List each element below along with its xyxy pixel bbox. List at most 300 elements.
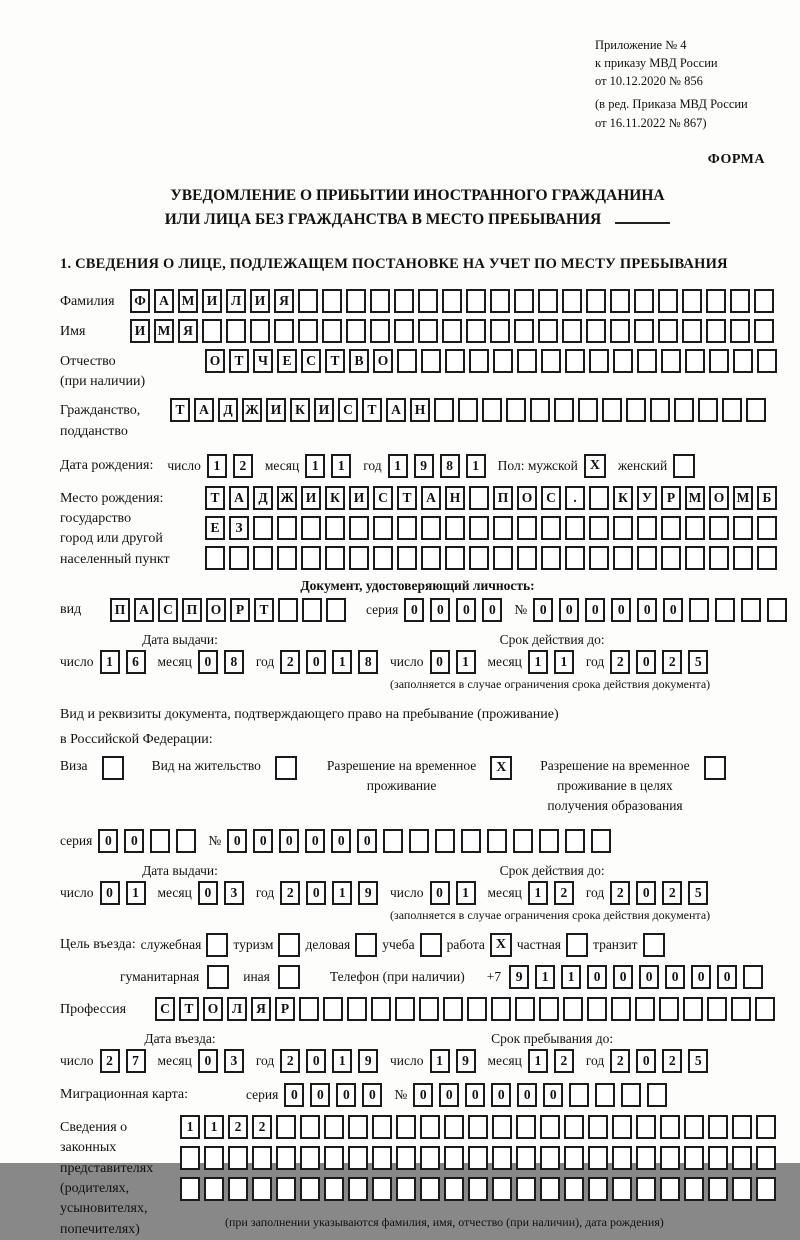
char-cell[interactable]: И xyxy=(250,289,270,313)
char-cell[interactable] xyxy=(541,546,561,570)
char-cell[interactable]: 2 xyxy=(280,881,300,905)
char-cell[interactable]: О xyxy=(203,997,223,1021)
permit-valid-year-cells[interactable] xyxy=(610,881,714,905)
birth-day-cells[interactable] xyxy=(207,454,259,478)
char-cell[interactable] xyxy=(732,1177,752,1201)
char-cell[interactable] xyxy=(564,1115,584,1139)
char-cell[interactable] xyxy=(348,1177,368,1201)
char-cell[interactable]: 2 xyxy=(280,1049,300,1073)
char-cell[interactable] xyxy=(587,997,607,1021)
char-cell[interactable]: 2 xyxy=(280,650,300,674)
surname-cells[interactable] xyxy=(130,289,778,313)
char-cell[interactable] xyxy=(541,516,561,540)
char-cell[interactable] xyxy=(612,1115,632,1139)
char-cell[interactable] xyxy=(554,398,574,422)
char-cell[interactable]: О xyxy=(205,349,225,373)
char-cell[interactable]: У xyxy=(637,486,657,510)
char-cell[interactable]: 0 xyxy=(637,598,657,622)
char-cell[interactable] xyxy=(276,1115,296,1139)
char-cell[interactable]: И xyxy=(301,486,321,510)
char-cell[interactable] xyxy=(540,1146,560,1170)
char-cell[interactable] xyxy=(562,319,582,343)
char-cell[interactable]: 8 xyxy=(224,650,244,674)
char-cell[interactable] xyxy=(563,997,583,1021)
char-cell[interactable]: 0 xyxy=(124,829,144,853)
given-name-cells[interactable] xyxy=(130,319,778,343)
doc-issue-month-cells[interactable] xyxy=(198,650,250,674)
char-cell[interactable]: 1 xyxy=(207,454,227,478)
char-cell[interactable] xyxy=(636,1146,656,1170)
char-cell[interactable] xyxy=(586,289,606,313)
char-cell[interactable] xyxy=(674,398,694,422)
char-cell[interactable]: 1 xyxy=(204,1115,224,1139)
char-cell[interactable] xyxy=(180,1177,200,1201)
char-cell[interactable]: 0 xyxy=(482,598,502,622)
char-cell[interactable] xyxy=(658,289,678,313)
visa-checkbox[interactable] xyxy=(102,756,124,780)
char-cell[interactable]: 9 xyxy=(358,881,378,905)
char-cell[interactable]: 1 xyxy=(180,1115,200,1139)
char-cell[interactable]: 0 xyxy=(533,598,553,622)
char-cell[interactable] xyxy=(371,997,391,1021)
purpose-business-checkbox[interactable] xyxy=(206,933,228,957)
doc-valid-year-cells[interactable] xyxy=(610,650,714,674)
char-cell[interactable] xyxy=(684,1115,704,1139)
char-cell[interactable]: И xyxy=(130,319,150,343)
char-cell[interactable] xyxy=(659,997,679,1021)
char-cell[interactable] xyxy=(685,349,705,373)
char-cell[interactable]: 0 xyxy=(665,965,685,989)
char-cell[interactable] xyxy=(514,319,534,343)
char-cell[interactable] xyxy=(589,546,609,570)
char-cell[interactable] xyxy=(298,289,318,313)
char-cell[interactable]: 0 xyxy=(663,598,683,622)
char-cell[interactable] xyxy=(277,546,297,570)
char-cell[interactable] xyxy=(228,1177,248,1201)
char-cell[interactable] xyxy=(418,289,438,313)
char-cell[interactable] xyxy=(685,516,705,540)
char-cell[interactable] xyxy=(517,516,537,540)
char-cell[interactable] xyxy=(562,289,582,313)
char-cell[interactable]: 7 xyxy=(126,1049,146,1073)
permit-valid-day-cells[interactable] xyxy=(430,881,482,905)
char-cell[interactable] xyxy=(540,1115,560,1139)
char-cell[interactable] xyxy=(372,1146,392,1170)
char-cell[interactable] xyxy=(589,486,609,510)
char-cell[interactable] xyxy=(741,598,761,622)
char-cell[interactable]: Ж xyxy=(277,486,297,510)
char-cell[interactable]: 1 xyxy=(332,881,352,905)
char-cell[interactable] xyxy=(564,1146,584,1170)
legal-reps-cells-row1[interactable] xyxy=(180,1115,780,1139)
sex-female-checkbox[interactable] xyxy=(673,454,695,478)
char-cell[interactable] xyxy=(595,1083,615,1107)
doc-number-cells[interactable] xyxy=(533,598,793,622)
char-cell[interactable]: Т xyxy=(397,486,417,510)
char-cell[interactable] xyxy=(588,1115,608,1139)
purpose-tourism-checkbox[interactable] xyxy=(278,933,300,957)
char-cell[interactable] xyxy=(322,289,342,313)
char-cell[interactable]: 1 xyxy=(332,650,352,674)
char-cell[interactable] xyxy=(612,1146,632,1170)
permit-issue-year-cells[interactable] xyxy=(280,881,384,905)
purpose-private-checkbox[interactable] xyxy=(566,933,588,957)
char-cell[interactable] xyxy=(348,1115,368,1139)
char-cell[interactable] xyxy=(610,319,630,343)
char-cell[interactable] xyxy=(565,829,585,853)
purpose-study-checkbox[interactable] xyxy=(420,933,442,957)
char-cell[interactable] xyxy=(732,1115,752,1139)
char-cell[interactable] xyxy=(658,319,678,343)
char-cell[interactable] xyxy=(278,598,298,622)
char-cell[interactable]: 0 xyxy=(310,1083,330,1107)
purpose-transit-checkbox[interactable] xyxy=(643,933,665,957)
char-cell[interactable] xyxy=(682,319,702,343)
char-cell[interactable]: 8 xyxy=(358,650,378,674)
char-cell[interactable] xyxy=(253,516,273,540)
char-cell[interactable] xyxy=(493,546,513,570)
mig-number-cells[interactable] xyxy=(413,1083,673,1107)
char-cell[interactable]: 2 xyxy=(228,1115,248,1139)
char-cell[interactable] xyxy=(325,546,345,570)
char-cell[interactable] xyxy=(636,1177,656,1201)
char-cell[interactable] xyxy=(349,546,369,570)
char-cell[interactable] xyxy=(565,546,585,570)
char-cell[interactable]: 1 xyxy=(528,1049,548,1073)
char-cell[interactable]: Т xyxy=(179,997,199,1021)
char-cell[interactable] xyxy=(324,1146,344,1170)
char-cell[interactable] xyxy=(517,349,537,373)
char-cell[interactable] xyxy=(253,546,273,570)
char-cell[interactable]: 5 xyxy=(688,1049,708,1073)
char-cell[interactable] xyxy=(516,1115,536,1139)
char-cell[interactable]: 1 xyxy=(331,454,351,478)
char-cell[interactable] xyxy=(434,398,454,422)
char-cell[interactable] xyxy=(578,398,598,422)
char-cell[interactable] xyxy=(602,398,622,422)
char-cell[interactable]: З xyxy=(229,516,249,540)
char-cell[interactable] xyxy=(490,289,510,313)
char-cell[interactable] xyxy=(767,598,787,622)
char-cell[interactable] xyxy=(347,997,367,1021)
char-cell[interactable]: 2 xyxy=(554,1049,574,1073)
char-cell[interactable] xyxy=(469,516,489,540)
char-cell[interactable]: 3 xyxy=(224,881,244,905)
char-cell[interactable] xyxy=(300,1146,320,1170)
char-cell[interactable]: Д xyxy=(253,486,273,510)
char-cell[interactable]: 9 xyxy=(456,1049,476,1073)
char-cell[interactable]: А xyxy=(421,486,441,510)
char-cell[interactable] xyxy=(516,1177,536,1201)
char-cell[interactable] xyxy=(395,997,415,1021)
char-cell[interactable]: Е xyxy=(277,349,297,373)
char-cell[interactable] xyxy=(298,319,318,343)
char-cell[interactable]: 0 xyxy=(559,598,579,622)
char-cell[interactable] xyxy=(621,1083,641,1107)
char-cell[interactable] xyxy=(610,289,630,313)
char-cell[interactable] xyxy=(540,1177,560,1201)
entry-month-cells[interactable] xyxy=(198,1049,250,1073)
char-cell[interactable]: Т xyxy=(229,349,249,373)
char-cell[interactable] xyxy=(491,997,511,1021)
doc-valid-month-cells[interactable] xyxy=(528,650,580,674)
birthplace-cells-row3[interactable] xyxy=(205,546,781,570)
char-cell[interactable]: 0 xyxy=(198,1049,218,1073)
char-cell[interactable] xyxy=(396,1177,416,1201)
char-cell[interactable]: 0 xyxy=(517,1083,537,1107)
char-cell[interactable] xyxy=(300,1115,320,1139)
char-cell[interactable] xyxy=(733,349,753,373)
char-cell[interactable]: Н xyxy=(410,398,430,422)
char-cell[interactable] xyxy=(541,349,561,373)
char-cell[interactable] xyxy=(277,516,297,540)
char-cell[interactable]: Р xyxy=(661,486,681,510)
char-cell[interactable] xyxy=(176,829,196,853)
char-cell[interactable]: А xyxy=(386,398,406,422)
char-cell[interactable] xyxy=(394,289,414,313)
char-cell[interactable]: 0 xyxy=(306,881,326,905)
char-cell[interactable] xyxy=(252,1146,272,1170)
char-cell[interactable]: И xyxy=(266,398,286,422)
char-cell[interactable] xyxy=(370,289,390,313)
char-cell[interactable]: 2 xyxy=(662,1049,682,1073)
char-cell[interactable] xyxy=(325,516,345,540)
char-cell[interactable] xyxy=(490,319,510,343)
char-cell[interactable] xyxy=(647,1083,667,1107)
char-cell[interactable]: 2 xyxy=(662,881,682,905)
char-cell[interactable] xyxy=(684,1177,704,1201)
char-cell[interactable] xyxy=(323,997,343,1021)
char-cell[interactable] xyxy=(442,319,462,343)
char-cell[interactable]: 0 xyxy=(636,650,656,674)
char-cell[interactable] xyxy=(661,546,681,570)
char-cell[interactable]: 0 xyxy=(691,965,711,989)
char-cell[interactable] xyxy=(709,546,729,570)
char-cell[interactable] xyxy=(444,1146,464,1170)
char-cell[interactable] xyxy=(442,289,462,313)
char-cell[interactable]: 0 xyxy=(491,1083,511,1107)
char-cell[interactable] xyxy=(466,319,486,343)
char-cell[interactable]: 6 xyxy=(126,650,146,674)
char-cell[interactable]: 1 xyxy=(535,965,555,989)
patronymic-cells[interactable] xyxy=(205,349,781,373)
char-cell[interactable] xyxy=(706,289,726,313)
char-cell[interactable]: Т xyxy=(254,598,274,622)
char-cell[interactable] xyxy=(661,349,681,373)
char-cell[interactable] xyxy=(755,997,775,1021)
char-cell[interactable]: 0 xyxy=(439,1083,459,1107)
char-cell[interactable]: 0 xyxy=(465,1083,485,1107)
char-cell[interactable] xyxy=(588,1177,608,1201)
char-cell[interactable] xyxy=(613,349,633,373)
char-cell[interactable]: К xyxy=(290,398,310,422)
char-cell[interactable] xyxy=(468,1115,488,1139)
char-cell[interactable]: 5 xyxy=(688,650,708,674)
stay-day-cells[interactable] xyxy=(430,1049,482,1073)
char-cell[interactable]: 0 xyxy=(430,881,450,905)
char-cell[interactable]: 0 xyxy=(227,829,247,853)
residence-permit-checkbox[interactable] xyxy=(275,756,297,780)
stay-month-cells[interactable] xyxy=(528,1049,580,1073)
char-cell[interactable]: И xyxy=(314,398,334,422)
char-cell[interactable]: 1 xyxy=(100,650,120,674)
char-cell[interactable] xyxy=(538,289,558,313)
char-cell[interactable] xyxy=(754,289,774,313)
char-cell[interactable] xyxy=(637,349,657,373)
char-cell[interactable] xyxy=(530,398,550,422)
char-cell[interactable]: 0 xyxy=(430,650,450,674)
permit-valid-month-cells[interactable] xyxy=(528,881,580,905)
char-cell[interactable] xyxy=(589,516,609,540)
sex-male-checkbox[interactable]: X xyxy=(584,454,606,478)
char-cell[interactable] xyxy=(326,598,346,622)
char-cell[interactable]: С xyxy=(301,349,321,373)
char-cell[interactable] xyxy=(683,997,703,1021)
permit-issue-day-cells[interactable] xyxy=(100,881,152,905)
char-cell[interactable]: А xyxy=(134,598,154,622)
char-cell[interactable] xyxy=(383,829,403,853)
char-cell[interactable] xyxy=(708,1146,728,1170)
char-cell[interactable]: 2 xyxy=(610,881,630,905)
char-cell[interactable] xyxy=(722,398,742,422)
char-cell[interactable]: 2 xyxy=(233,454,253,478)
purpose-other-checkbox[interactable] xyxy=(278,965,300,989)
char-cell[interactable]: О xyxy=(373,349,393,373)
char-cell[interactable] xyxy=(611,997,631,1021)
char-cell[interactable]: 8 xyxy=(440,454,460,478)
char-cell[interactable] xyxy=(421,516,441,540)
char-cell[interactable] xyxy=(373,546,393,570)
char-cell[interactable]: 2 xyxy=(554,881,574,905)
char-cell[interactable] xyxy=(420,1146,440,1170)
char-cell[interactable] xyxy=(715,598,735,622)
char-cell[interactable] xyxy=(588,1146,608,1170)
char-cell[interactable]: Е xyxy=(205,516,225,540)
char-cell[interactable] xyxy=(708,1177,728,1201)
char-cell[interactable]: И xyxy=(202,289,222,313)
char-cell[interactable] xyxy=(346,289,366,313)
char-cell[interactable] xyxy=(589,349,609,373)
char-cell[interactable] xyxy=(492,1177,512,1201)
char-cell[interactable]: 1 xyxy=(305,454,325,478)
char-cell[interactable] xyxy=(613,516,633,540)
char-cell[interactable] xyxy=(756,1146,776,1170)
profession-cells[interactable] xyxy=(155,997,779,1021)
char-cell[interactable] xyxy=(468,1146,488,1170)
char-cell[interactable] xyxy=(418,319,438,343)
char-cell[interactable]: 1 xyxy=(554,650,574,674)
entry-day-cells[interactable] xyxy=(100,1049,152,1073)
char-cell[interactable] xyxy=(586,319,606,343)
char-cell[interactable]: О xyxy=(206,598,226,622)
char-cell[interactable] xyxy=(708,1115,728,1139)
char-cell[interactable] xyxy=(660,1115,680,1139)
char-cell[interactable] xyxy=(660,1146,680,1170)
char-cell[interactable]: . xyxy=(565,486,585,510)
char-cell[interactable] xyxy=(370,319,390,343)
char-cell[interactable] xyxy=(469,486,489,510)
char-cell[interactable] xyxy=(569,1083,589,1107)
char-cell[interactable] xyxy=(397,546,417,570)
char-cell[interactable] xyxy=(421,546,441,570)
char-cell[interactable]: С xyxy=(373,486,393,510)
char-cell[interactable]: Д xyxy=(218,398,238,422)
char-cell[interactable] xyxy=(754,319,774,343)
char-cell[interactable] xyxy=(517,546,537,570)
citizenship-cells[interactable] xyxy=(170,398,770,422)
char-cell[interactable]: 0 xyxy=(253,829,273,853)
char-cell[interactable] xyxy=(228,1146,248,1170)
char-cell[interactable]: К xyxy=(613,486,633,510)
char-cell[interactable] xyxy=(202,319,222,343)
mig-series-cells[interactable] xyxy=(284,1083,388,1107)
permit-series-cells[interactable] xyxy=(98,829,202,853)
char-cell[interactable]: 0 xyxy=(430,598,450,622)
char-cell[interactable]: Ф xyxy=(130,289,150,313)
char-cell[interactable]: Л xyxy=(226,289,246,313)
title-blank-underline[interactable] xyxy=(615,210,670,224)
char-cell[interactable] xyxy=(564,1177,584,1201)
char-cell[interactable]: 2 xyxy=(252,1115,272,1139)
birth-year-cells[interactable] xyxy=(388,454,492,478)
char-cell[interactable] xyxy=(487,829,507,853)
char-cell[interactable] xyxy=(684,1146,704,1170)
char-cell[interactable] xyxy=(322,319,342,343)
char-cell[interactable] xyxy=(445,546,465,570)
char-cell[interactable]: С xyxy=(338,398,358,422)
char-cell[interactable] xyxy=(565,516,585,540)
char-cell[interactable] xyxy=(513,829,533,853)
char-cell[interactable]: С xyxy=(155,997,175,1021)
char-cell[interactable] xyxy=(204,1146,224,1170)
char-cell[interactable] xyxy=(466,289,486,313)
char-cell[interactable] xyxy=(707,997,727,1021)
char-cell[interactable] xyxy=(635,997,655,1021)
char-cell[interactable] xyxy=(661,516,681,540)
char-cell[interactable]: Я xyxy=(178,319,198,343)
char-cell[interactable]: 0 xyxy=(284,1083,304,1107)
char-cell[interactable]: П xyxy=(493,486,513,510)
char-cell[interactable]: 0 xyxy=(306,1049,326,1073)
char-cell[interactable]: Т xyxy=(205,486,225,510)
char-cell[interactable] xyxy=(636,1115,656,1139)
char-cell[interactable] xyxy=(539,997,559,1021)
char-cell[interactable] xyxy=(444,1115,464,1139)
char-cell[interactable]: 0 xyxy=(362,1083,382,1107)
char-cell[interactable]: Т xyxy=(362,398,382,422)
char-cell[interactable] xyxy=(539,829,559,853)
char-cell[interactable]: 0 xyxy=(100,881,120,905)
char-cell[interactable]: М xyxy=(178,289,198,313)
doc-issue-year-cells[interactable] xyxy=(280,650,384,674)
char-cell[interactable]: 0 xyxy=(636,881,656,905)
char-cell[interactable]: 0 xyxy=(413,1083,433,1107)
char-cell[interactable] xyxy=(301,516,321,540)
char-cell[interactable]: А xyxy=(194,398,214,422)
permit-number-cells[interactable] xyxy=(227,829,617,853)
permit-issue-month-cells[interactable] xyxy=(198,881,250,905)
char-cell[interactable] xyxy=(757,516,777,540)
char-cell[interactable] xyxy=(469,546,489,570)
char-cell[interactable]: П xyxy=(110,598,130,622)
birth-month-cells[interactable] xyxy=(305,454,357,478)
char-cell[interactable] xyxy=(731,997,751,1021)
char-cell[interactable] xyxy=(276,1177,296,1201)
char-cell[interactable] xyxy=(372,1115,392,1139)
char-cell[interactable] xyxy=(445,516,465,540)
char-cell[interactable]: 2 xyxy=(662,650,682,674)
char-cell[interactable]: 1 xyxy=(332,1049,352,1073)
